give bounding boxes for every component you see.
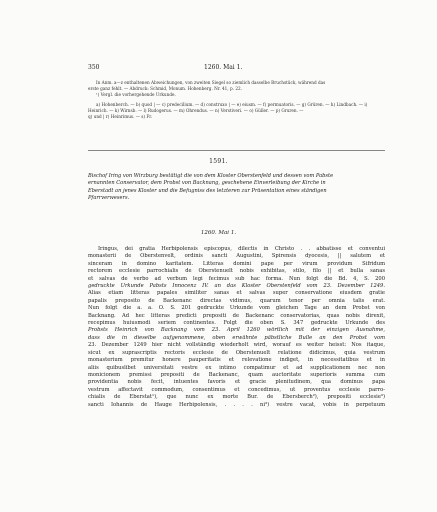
body-line: et salvas de verbo ad verbum legi fecimus sub hac forma. Nun folgt die Bd. 4, S. 200 bbox=[88, 275, 385, 282]
body-line: monasterium premitur honere pauperitatis et relevatione indiget, in necessitatibus et in bbox=[88, 357, 385, 364]
body-line: rectorem ecclesie parrochialis de Oberstenuelt nobis exhibitas, stilo, filo || et bulla sanas bbox=[88, 268, 385, 275]
note-line: erste ganz fehlt. — Abdruck: Schmid, Monum. Hohenberg. Nr. 41, p. 22. bbox=[88, 85, 242, 91]
body-line: sancti Iohannis de Hauge Herbipolensis, . . . . ni³) vestre vacat, vobis in perpetuum bbox=[88, 401, 385, 408]
body-line: vestrum affectavit commodum, consentimus et concedimus, ut proventus ecclesie parro- bbox=[88, 386, 385, 393]
body-line: 23. Dezember 1249 hier nicht vollständig wiederholt wird, worauf es weiter heisst: Nos itaque, bbox=[88, 342, 385, 349]
note-line: In Anm. a—z enthaltenen Abweichungen, von zweiten Siegel so ziemlich dasselbe Bruchstück, während das bbox=[96, 80, 326, 85]
regest-line: Eberstadt an jenes Kloster und die Befugniss des letzteren zur Präsentation eines ständigen bbox=[88, 187, 327, 194]
body-line: sinceram in domino karitatem. Litteras domini pape per virum providum Sifridum bbox=[88, 260, 385, 267]
variant-line: q) und | r) Heinrimus. — s) Fr. bbox=[88, 113, 153, 119]
regest-line: Pfarrverwesers. bbox=[88, 194, 130, 201]
regest-summary bbox=[88, 173, 385, 202]
divider-rule bbox=[88, 150, 385, 151]
preceding-notes bbox=[88, 80, 385, 120]
body-line: providentia nobis fecit, intuentes favoris et gracie plenitudinem, qua dominus papa bbox=[88, 379, 385, 386]
running-title: 1260. Mai 1. bbox=[204, 64, 243, 71]
body-line: Nun folgt die a. a. O. S. 201 gedruckte Urkunde vom gleichen Tage an dem Probst von bbox=[88, 305, 385, 312]
page-header bbox=[88, 64, 385, 74]
body-line: papalis preposito de Backenanc directas vidimus, quarum tenor per omnia talis erat. bbox=[88, 297, 385, 304]
note-line: ¹) Vergl. die vorhergehende Urkunde. bbox=[96, 91, 176, 97]
regest-line: Bischof Iring von Wirzburg bestätigt die von dem Kloster Oberstenfeld und dessen vom Pabste bbox=[88, 173, 334, 179]
document-date: 1260. Mai 1. bbox=[200, 230, 237, 236]
body-line: Alias etiam litteras papales similiter sanas et salvas super conservatione eiusdem gratie bbox=[88, 290, 385, 297]
body-line: monasterii de Oberstenvelt, ordinis sancti Augustini, Spirensis dyocesis, || salutem et bbox=[88, 253, 385, 260]
page-number: 350 bbox=[88, 64, 100, 71]
body-line: Probsts Heinrich von Backnang vom 23. April 1260 wörtlich mit der einzigen Ausnahme, bbox=[88, 327, 385, 334]
body-line: aliis quibuslibet universitati vestre ex intimo compatimur et ad supplicationem nec non bbox=[88, 364, 385, 371]
body-line: gedruckte Urkunde Pabsts Innocenz IV. an das Kloster Oberstenfeld vom 23. Dezember 1249. bbox=[88, 283, 385, 290]
body-line: chialis de Eberstat¹), que nunc ex morte Bur. de Ebersberch²), prepositi ecclesie³) bbox=[88, 394, 385, 401]
document-number: 1591. bbox=[209, 158, 228, 165]
document-body bbox=[88, 246, 385, 409]
body-line: Backnang. Ad hec litteras predicti prepositi de Backenanc conservatorias, quas nobis direxit, bbox=[88, 312, 385, 319]
regest-line: ernannten Conservator, dem Probst von Backnang, geschehene Einverleibung der Kirche in bbox=[88, 180, 326, 187]
body-line: recepimus huiusmodi seriem continentes. Folgt die oben S. 347 gedruckte Urkunde des bbox=[88, 320, 385, 327]
body-line: dass die in dieselbe aufgenommene, oben erwähnte päbstliche Bulle an den Probst vom bbox=[88, 334, 385, 341]
body-line: monicionem premissi prepositi de Backenanc, quam auctoritate superioris summa cum bbox=[88, 371, 385, 378]
body-line: sicut ex suprascriptis rectoris ecclesie de Oberstenuelt relatione didicimus, quia vestrum bbox=[88, 349, 385, 356]
body-line: Iringus, dei gratia Herbipolensis episcopus, dilectis in Christo . . abbatisse et conventui bbox=[98, 246, 385, 252]
variant-line: a) Hohenberch. — b) quod | — c) predecilium. — d) construxo | — e) eiusm. — f) permuatoris. — g) Grüren. — h) Lindbach. — i) Heinrich. — k) Wirnsb. — l) Rudogerus. — m) Ohrendus. — n) Verstiveri. — o) Güller. — p) Gruren. — bbox=[88, 102, 368, 114]
